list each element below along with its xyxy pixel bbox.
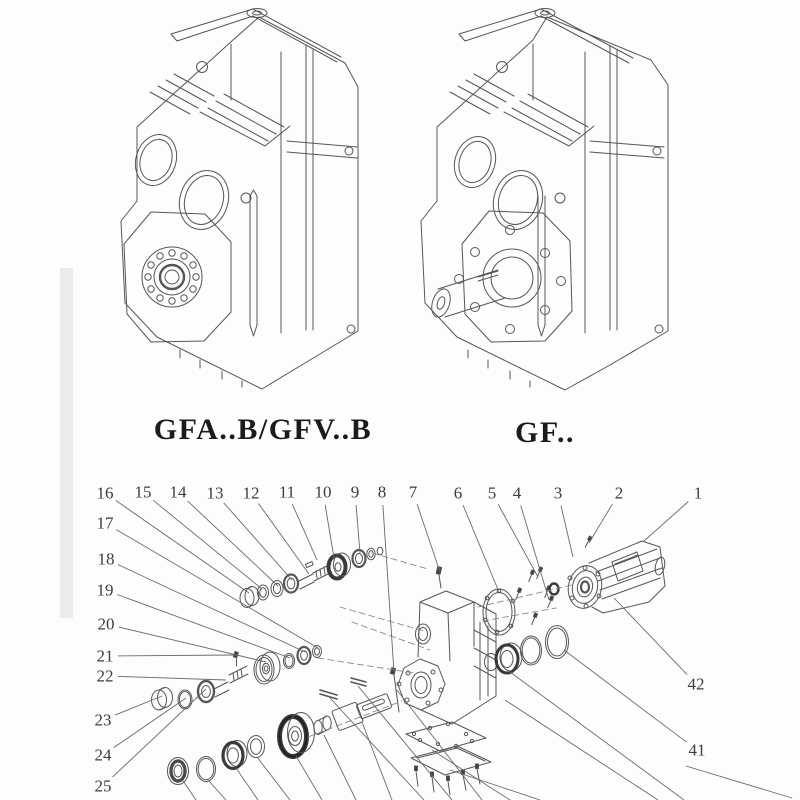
flange-bolts <box>514 536 592 625</box>
leader-line <box>117 594 290 658</box>
leader-line <box>561 506 573 557</box>
leader-line-cut <box>236 768 258 800</box>
leader-line <box>224 503 292 580</box>
motor <box>564 541 666 613</box>
adapter-ring <box>483 589 515 635</box>
callout-number: 2 <box>614 483 624 503</box>
leader-line-cut <box>257 757 290 800</box>
callout-number: 14 <box>169 482 187 502</box>
leader-line <box>564 650 687 742</box>
callout-number: 3 <box>553 483 563 503</box>
callout-number: 20 <box>97 614 115 634</box>
leader-line <box>118 565 305 652</box>
leader-line-cut <box>324 735 356 800</box>
leader-line-cut <box>432 750 510 800</box>
callout-number: 5 <box>487 483 497 503</box>
leader-line <box>498 504 538 577</box>
callout-number: 7 <box>408 482 418 502</box>
callout-number: 21 <box>96 646 114 666</box>
callout-number: 13 <box>206 483 224 503</box>
callout-number: 16 <box>96 483 114 503</box>
callout-number: 9 <box>350 482 360 502</box>
callout-number: 18 <box>97 549 115 569</box>
leader-line <box>114 698 186 748</box>
leader-line-cut <box>397 690 482 800</box>
callout-number: 24 <box>94 745 112 765</box>
leader-line-cut <box>686 766 792 798</box>
callout-number: 17 <box>96 513 114 533</box>
callout-number: 6 <box>453 483 463 503</box>
callout-number: 11 <box>278 482 296 502</box>
leader-line <box>614 598 687 675</box>
leader-line <box>417 504 440 572</box>
leader-line <box>259 504 309 574</box>
callout-number: 25 <box>94 776 112 796</box>
leader-line-cut <box>510 672 684 800</box>
leader-line <box>383 505 394 672</box>
leader-line-cut <box>505 700 658 800</box>
leader-line <box>644 502 688 541</box>
scan-edge-shadow <box>60 268 73 618</box>
callout-number: 19 <box>96 580 114 600</box>
leader-line <box>116 500 249 593</box>
gearbox-right-drawing <box>421 9 668 391</box>
callout-number: 23 <box>94 710 112 730</box>
leader-line-cut <box>296 756 322 800</box>
callout-number: 4 <box>512 483 522 503</box>
callout-number: 22 <box>96 666 114 686</box>
leader-line-cut <box>208 780 226 800</box>
leader-line <box>118 676 226 680</box>
figure-label-gf: GF.. <box>515 416 575 449</box>
callout-number: 41 <box>688 740 706 760</box>
callout-number: 12 <box>242 483 260 503</box>
leader-line <box>153 500 262 589</box>
leader-line <box>118 655 237 656</box>
input-shaft-assembly <box>240 547 383 607</box>
callout-number: 8 <box>377 482 387 502</box>
leader-line <box>356 505 360 553</box>
callout-number: 1 <box>693 483 703 503</box>
leader-line-cut <box>183 781 196 800</box>
gearbox-housing <box>390 567 497 795</box>
leader-line <box>463 505 499 592</box>
leader-line <box>116 530 318 648</box>
leader-line <box>115 696 162 715</box>
callout-number: 42 <box>687 674 705 694</box>
leader-line <box>112 689 206 777</box>
callout-number: 15 <box>134 482 152 502</box>
leader-line <box>292 504 317 560</box>
leader-line <box>589 504 612 543</box>
figure-label-gfab-gfvb: GFA..B/GFV..B <box>153 413 373 446</box>
leader-line <box>325 505 334 558</box>
leader-line <box>119 627 266 662</box>
leader-line-cut <box>450 770 540 800</box>
gearbox-left-drawing <box>121 9 358 390</box>
exploded-view <box>152 536 667 795</box>
callout-number: 10 <box>314 482 332 502</box>
